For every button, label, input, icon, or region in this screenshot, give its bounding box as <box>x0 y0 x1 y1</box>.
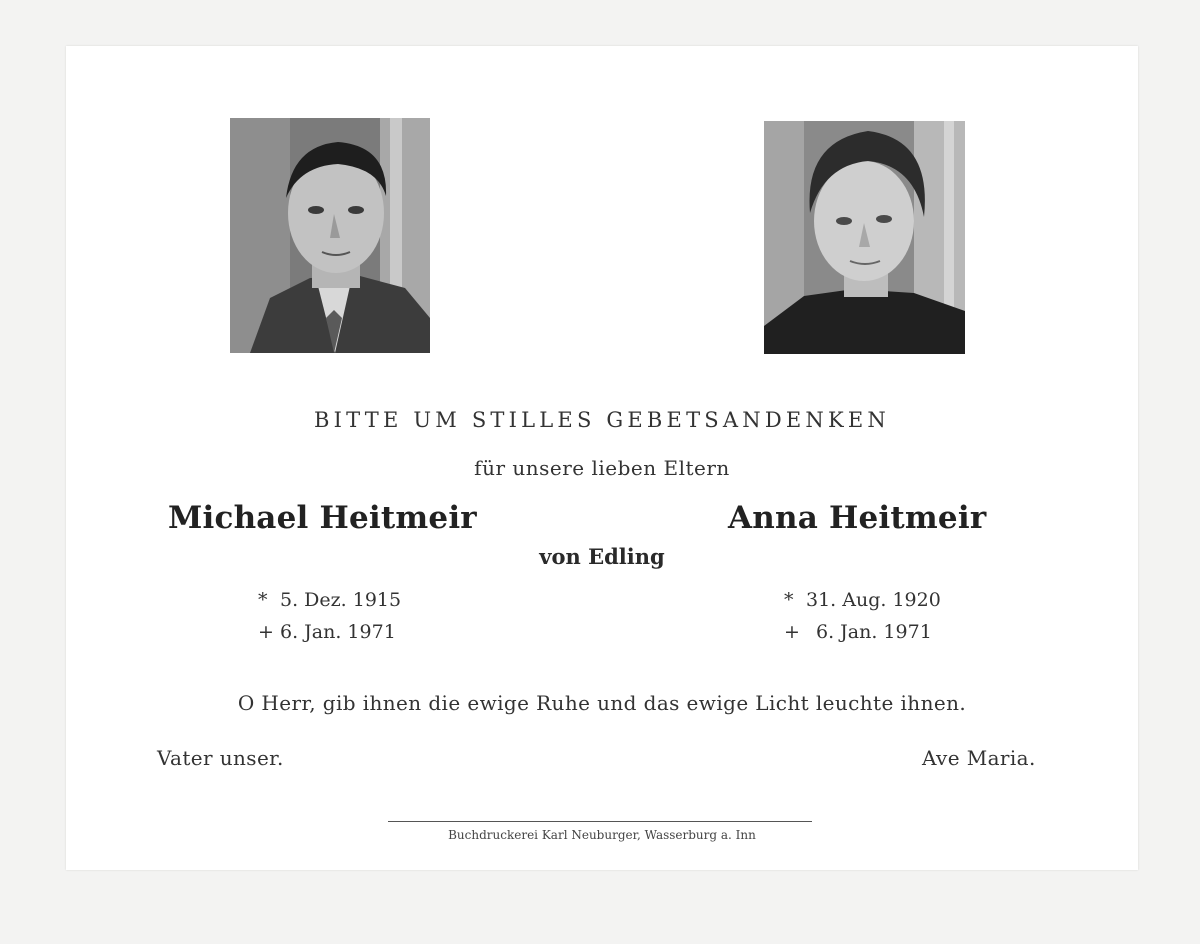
birth-line <box>258 584 401 616</box>
death-line <box>784 616 941 648</box>
death-symbol: + <box>258 621 274 643</box>
portrait-photo-woman <box>764 121 965 354</box>
death-date: 6. Jan. 1971 <box>816 621 932 643</box>
death-date: 6. Jan. 1971 <box>280 621 396 643</box>
birth-date: 31. Aug. 1920 <box>806 589 941 611</box>
birth-symbol: * <box>784 589 794 611</box>
dates-michael <box>258 584 401 648</box>
birth-date: 5. Dez. 1915 <box>280 589 402 611</box>
place-of-origin: von Edling <box>539 544 665 569</box>
name-michael: Michael Heitmeir <box>168 500 477 536</box>
divider-line <box>388 821 812 822</box>
printer-credit: Buchdruckerei Karl Neuburger, Wasserburg a. Inn <box>448 828 756 842</box>
death-symbol: + <box>784 621 800 643</box>
birth-line <box>784 584 941 616</box>
death-line <box>258 616 401 648</box>
birth-symbol: * <box>258 589 268 611</box>
closing-ave-maria: Ave Maria. <box>922 746 1036 770</box>
prayer-text: O Herr, gib ihnen die ewige Ruhe und das ewige Licht leuchte ihnen. <box>237 691 967 715</box>
card-heading: BITTE UM STILLES GEBETSANDENKEN <box>314 408 890 432</box>
card-subheading: für unsere lieben Eltern <box>474 456 730 480</box>
closing-vater-unser: Vater unser. <box>157 746 284 770</box>
portrait-photo-man <box>230 118 430 353</box>
memorial-card <box>66 46 1138 870</box>
dates-anna <box>784 584 941 648</box>
name-anna: Anna Heitmeir <box>728 500 987 536</box>
